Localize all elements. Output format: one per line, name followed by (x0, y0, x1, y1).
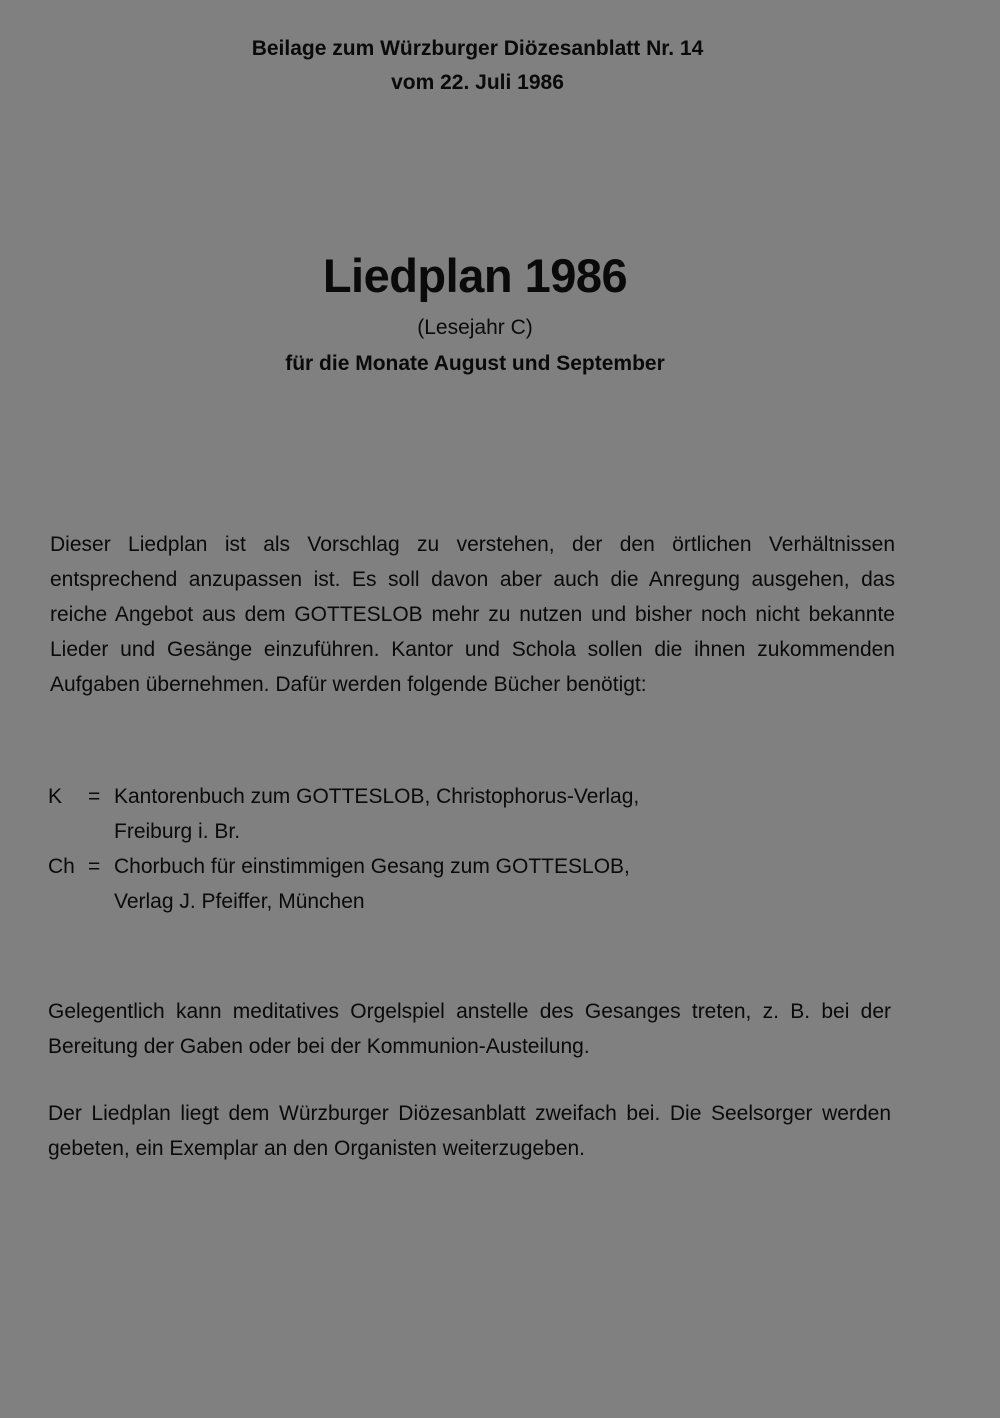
page-subtitle: (Lesejahr C) (417, 316, 533, 339)
header-line-2: vom 22. Juli 1986 (391, 71, 564, 94)
legend-text-line-2: Freiburg i. Br. (114, 820, 241, 843)
header-line-1: Beilage zum Würzburger Diözesanblatt Nr. 14 (251, 37, 704, 60)
page-title: Liedplan 1986 (322, 249, 628, 302)
legend-entry-ch (48, 849, 748, 919)
intro-paragraph: Dieser Liedplan ist als Vorschlag zu verstehen, der den örtlichen Verhältnissen entsprechend anzupassen ist. Es soll davon aber auch die Anregung ausgehen, das reiche Angebot aus dem GOTTESLOB mehr zu nutzen und bisher noch nicht bekannte Lieder und Gesänge einzuführen. Kantor und Schola sollen die ihnen zukommenden Aufgaben übernehmen. Dafür werden folgende Bücher benötigt: (50, 533, 895, 696)
legend-text-line-2: Verlag J. Pfeiffer, München (114, 890, 365, 913)
legend-equals: = (88, 855, 101, 878)
legend-text-line-1: Kantorenbuch zum GOTTESLOB, Christophorus-Verlag, (114, 785, 640, 808)
organ-note-paragraph: Gelegentlich kann meditatives Orgelspiel anstelle des Gesanges treten, z. B. bei der Bereitung der Gaben oder bei der Kommunion-Austeilung. (48, 1000, 891, 1058)
distribution-note-paragraph: Der Liedplan liegt dem Würzburger Diözesanblatt zweifach bei. Die Seelsorger werden gebeten, ein Exemplar an den Organisten weiterzugeben. (48, 1102, 891, 1160)
legend-text-line-1: Chorbuch für einstimmigen Gesang zum GOTTESLOB, (114, 855, 630, 878)
title-block (0, 248, 950, 378)
legend-entry-k (48, 779, 748, 849)
book-legend (48, 779, 748, 919)
legend-equals: = (88, 785, 101, 808)
document-header (0, 32, 955, 100)
legend-abbr: K (48, 785, 63, 808)
legend-abbr: Ch (48, 855, 75, 878)
page-subtitle-months: für die Monate August und September (285, 352, 665, 375)
